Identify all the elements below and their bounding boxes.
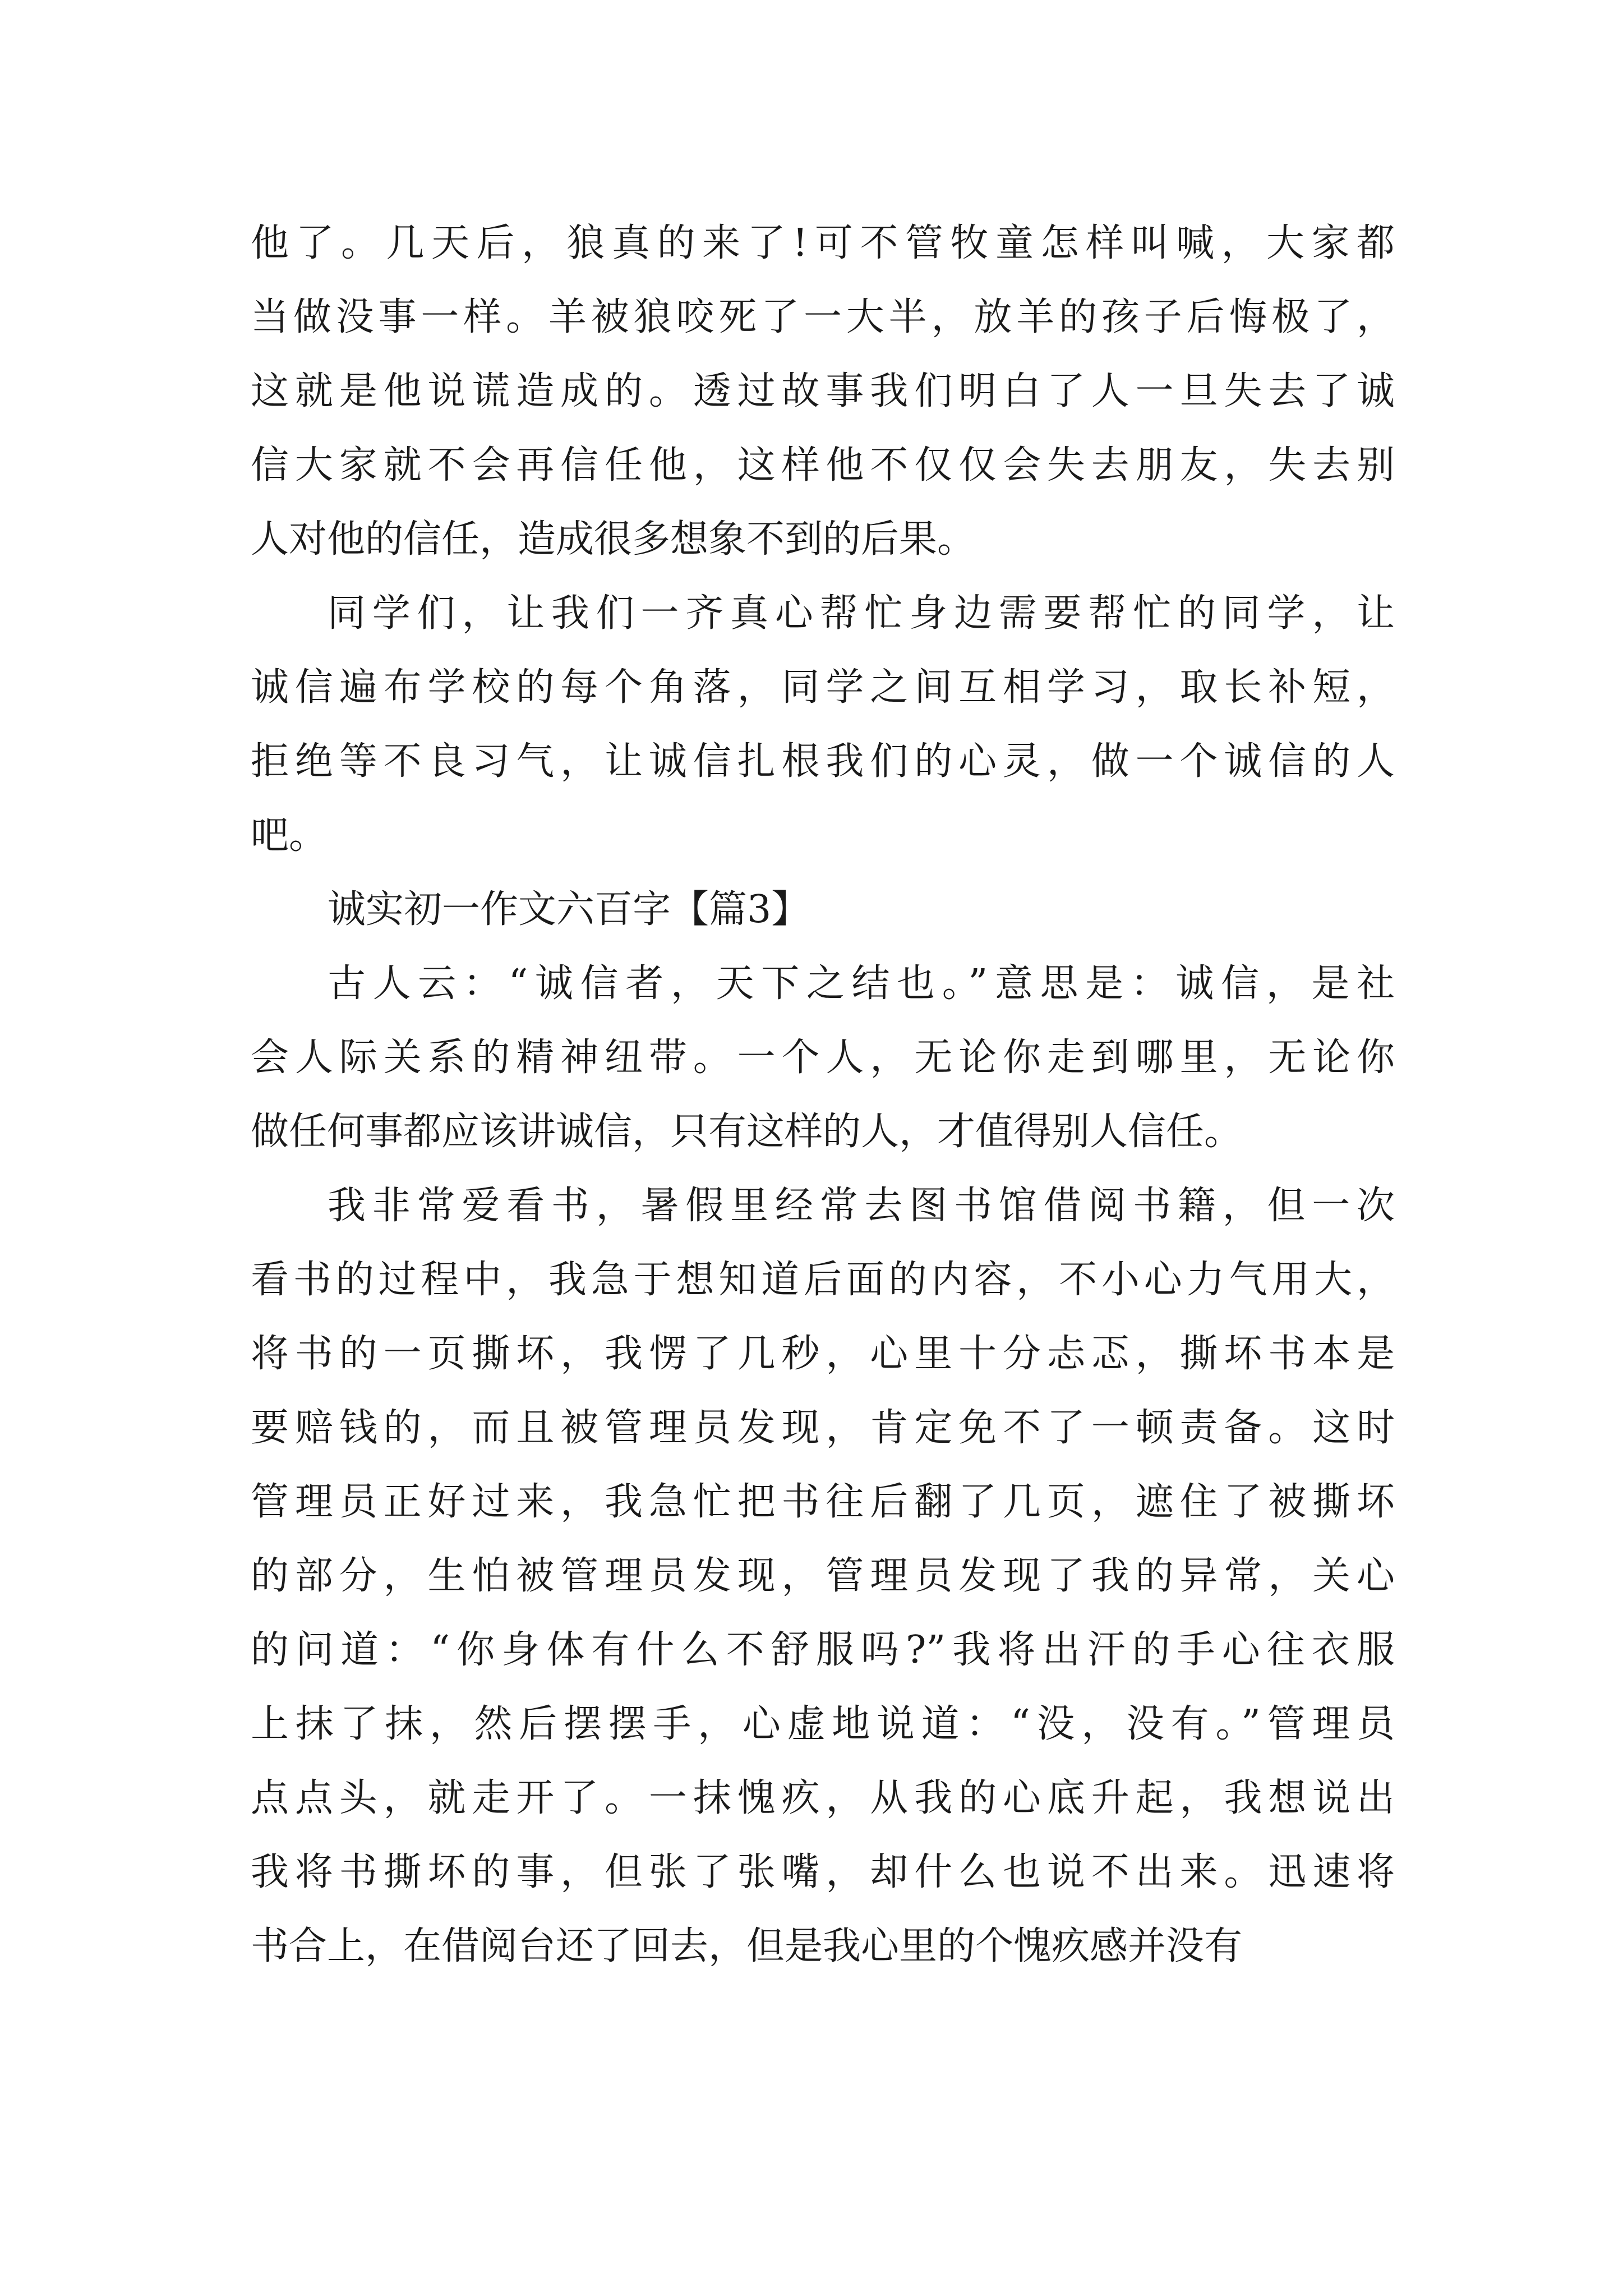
text-line: 看书的过程中，我急于想知道后面的内容，不小心力气用大， — [251, 1258, 1395, 1302]
text-line: 同学们，让我们一齐真心帮忙身边需要帮忙的同学，让 — [328, 591, 1395, 636]
text-line: 这就是他说谎造成的。透过故事我们明白了人一旦失去了诚 — [251, 369, 1395, 413]
text-line: 我非常爱看书，暑假里经常去图书馆借阅书籍，但一次 — [328, 1184, 1395, 1228]
text-line: 当做没事一样。羊被狼咬死了一大半，放羊的孩子后悔极了， — [251, 295, 1395, 339]
text-line: 做任何事都应该讲诚信，只有这样的人，才值得别人信任。 — [251, 1110, 1243, 1154]
text-line: 的问道：“你身体有什么不舒服吗?”我将出汗的手心往衣服 — [251, 1628, 1395, 1672]
paragraph — [251, 1169, 1395, 1984]
paragraph — [251, 206, 1395, 577]
text-line: 要赔钱的，而且被管理员发现，肯定免不了一顿责备。这时 — [251, 1406, 1395, 1450]
paragraph — [251, 577, 1395, 873]
text-line: 拒绝等不良习气，让诚信扎根我们的心灵，做一个诚信的人 — [251, 739, 1395, 784]
text-line: 吧。 — [251, 813, 328, 858]
text-line: 将书的一页撕坏，我愣了几秒，心里十分忐忑，撕坏书本是 — [251, 1332, 1395, 1376]
section-heading — [251, 873, 1395, 947]
body-text — [251, 206, 1395, 1984]
text-line: 我将书撕坏的事，但张了张嘴，却什么也说不出来。迅速将 — [251, 1850, 1395, 1894]
text-line: 会人际关系的精神纽带。一个人，无论你走到哪里，无论你 — [251, 1036, 1395, 1080]
text-line: 他了。几天后，狼真的来了!可不管牧童怎样叫喊，大家都 — [251, 221, 1395, 265]
text-line: 人对他的信任，造成很多想象不到的后果。 — [251, 517, 976, 562]
text-line: 诚信遍布学校的每个角落，同学之间互相学习，取长补短， — [251, 665, 1395, 710]
paragraph — [251, 947, 1395, 1169]
text-line: 书合上，在借阅台还了回去，但是我心里的个愧疚感并没有 — [251, 1924, 1243, 1968]
text-line: 点点头，就走开了。一抹愧疚，从我的心底升起，我想说出 — [251, 1776, 1395, 1820]
text-line: 上抹了抹，然后摆摆手，心虚地说道：“没，没有。”管理员 — [251, 1702, 1395, 1746]
text-line: 古人云：“诚信者，天下之结也。”意思是：诚信，是社 — [328, 961, 1395, 1006]
text-line: 管理员正好过来，我急忙把书往后翻了几页，遮住了被撕坏 — [251, 1480, 1395, 1524]
text-line: 信大家就不会再信任他，这样他不仅仅会失去朋友，失去别 — [251, 443, 1395, 487]
text-line: 的部分，生怕被管理员发现，管理员发现了我的异常，关心 — [251, 1554, 1395, 1598]
heading-text: 诚实初一作文六百字【篇3】 — [328, 887, 810, 932]
